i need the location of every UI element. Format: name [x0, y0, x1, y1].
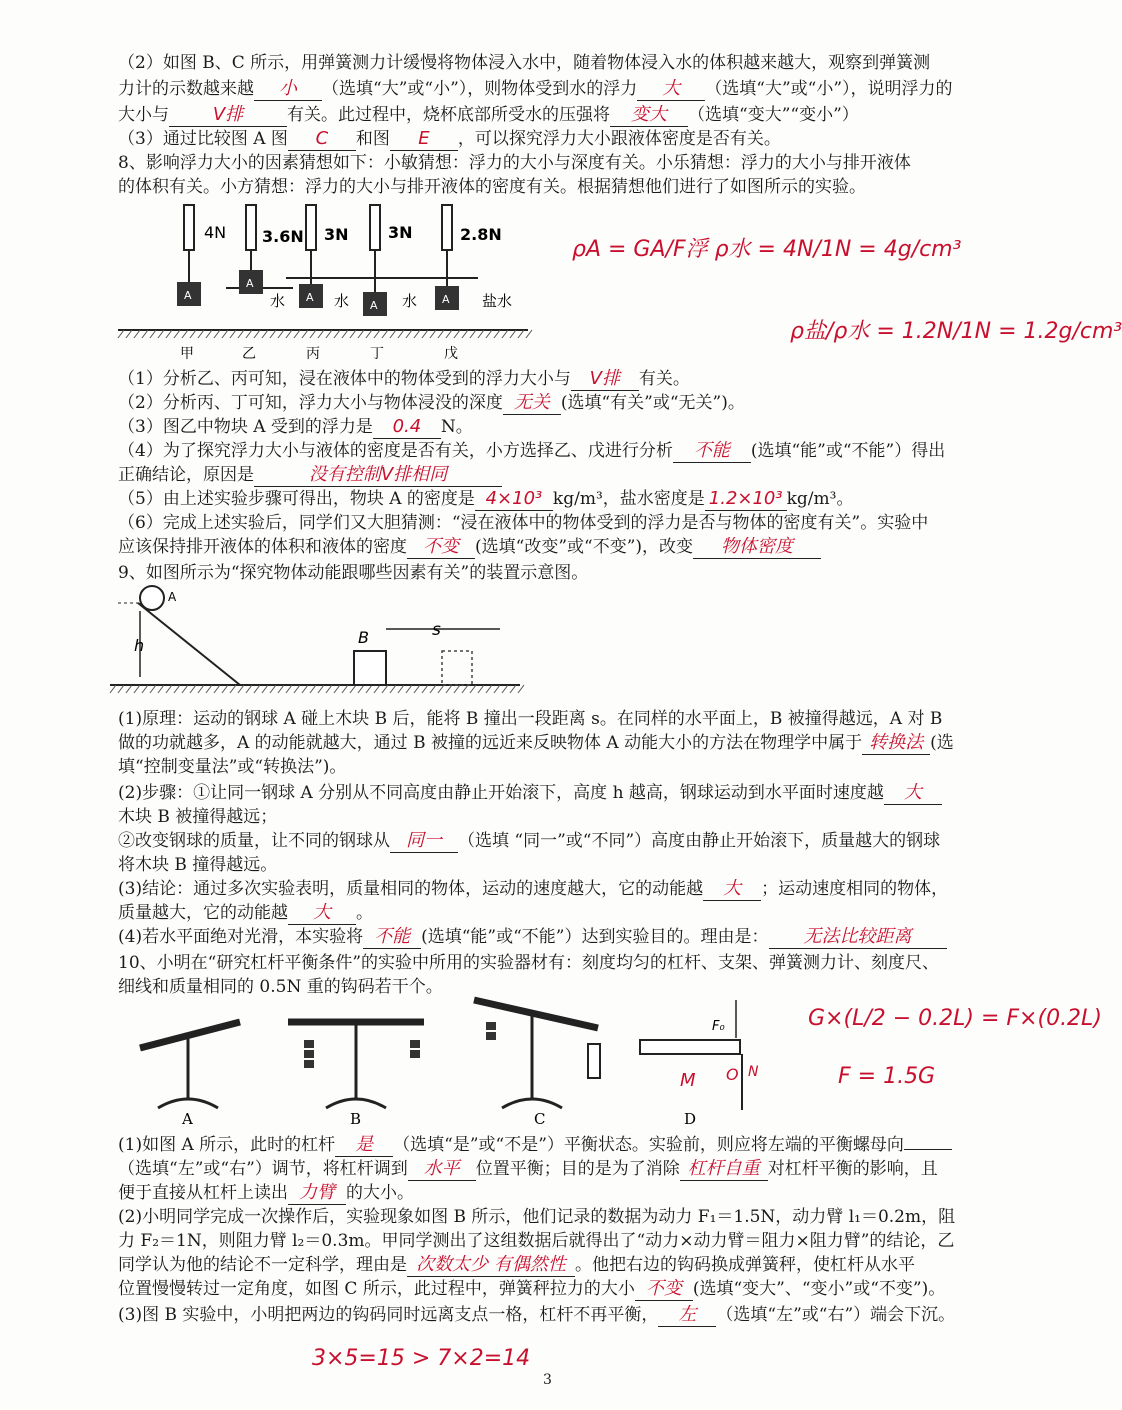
- hatch-line: [230, 330, 236, 338]
- hatch-line: [302, 685, 308, 693]
- hatch-line: [334, 685, 340, 693]
- answer-q10-3: 左: [678, 1304, 697, 1325]
- hatch-line: [182, 330, 188, 338]
- hatch-line: [270, 330, 276, 338]
- answer-q7-larger: 大: [662, 78, 681, 99]
- liquid-wu: 盐水: [482, 292, 513, 310]
- hatch-line: [414, 330, 420, 338]
- hatch-line: [510, 330, 516, 338]
- label-n: N: [748, 1064, 759, 1080]
- lever-c: [474, 1000, 600, 1128]
- answer-q10-2a: 次数太少 有偶然性: [416, 1254, 566, 1275]
- hatch-line: [118, 685, 124, 693]
- hatch-line: [198, 685, 204, 693]
- hatch-line: [374, 330, 380, 338]
- hatch-line: [406, 685, 412, 693]
- hatch-line: [118, 330, 124, 338]
- q8-intro-line2: 的体积有关。小方猜想：浮力的大小与排开液体的密度有关。根据猜想他们进行了如图所示的实验。: [118, 177, 866, 197]
- answer-q8-4a: 不能: [693, 440, 730, 461]
- q10-p2-line4: 位置慢慢转过一定角度，如图 C 所示，此过程中，弹簧秤拉力的大小 不变 (选填“变大”、“变小”或“不变”)。: [118, 1278, 946, 1299]
- hatch-line: [262, 330, 268, 338]
- hatch-line: [326, 685, 332, 693]
- answer-q8-6a: 不变: [423, 536, 459, 557]
- hatch-line: [390, 330, 396, 338]
- q9-p2-line2: 木块 B 被撞得越远；: [118, 807, 278, 827]
- hatch-line: [350, 330, 356, 338]
- hatch-line: [182, 685, 188, 693]
- svg-text:A: A: [442, 293, 450, 306]
- liquid-ding: 水: [402, 292, 418, 310]
- answer-q10-1c: 杠杆自重: [687, 1158, 760, 1179]
- hatch-line: [190, 330, 196, 338]
- q9-p1-line3: 填“控制变量法”或“转换法”)。: [118, 757, 347, 777]
- q8-q4-line2: 正确结论，原因是 没有控制V排相同: [118, 464, 502, 487]
- ball-label: A: [168, 590, 177, 604]
- q10-p2-line3: 同学认为他的结论不一定科学，理由是 次数太少 有偶然性 。他把右边的钩码换成弹簧秤，使杠杆从水平: [118, 1254, 915, 1275]
- handwritten-force-result: F = 1.5G: [838, 1064, 936, 1089]
- hatch-line: [454, 330, 460, 338]
- q10-p1-line1: (1)如图 A 所示，此时的杠杆 是 （选填“是”或“不是”）平衡状态。实验前，则应将左端的平衡螺母向: [118, 1134, 952, 1157]
- hatch-line: [478, 685, 484, 693]
- reading-bing: 3N: [324, 225, 349, 244]
- hatch-line: [254, 330, 260, 338]
- hatch-line: [462, 685, 468, 693]
- q10-intro-line1: 10、小明在“研究杠杆平衡条件”的实验中所用的实验器材有：刻度均匀的杠杆、支架、弹簧测力计、刻度尺、: [118, 953, 940, 973]
- reading-jia: 4N: [204, 223, 227, 242]
- q9-intro: 9、如图所示为“探究物体动能跟哪些因素有关”的装置示意图。: [118, 563, 589, 583]
- reading-wu: 2.8N: [460, 225, 502, 244]
- hatch-line: [334, 330, 340, 338]
- distance-label: s: [432, 620, 441, 640]
- block-b-label: B: [358, 628, 369, 647]
- answer-q8-5b: 1.2×10³: [708, 488, 783, 509]
- hatch-line: [150, 685, 156, 693]
- hatch-line: [382, 685, 388, 693]
- ramp: [138, 603, 240, 685]
- answer-q9-4b: 无法比较距离: [803, 926, 912, 947]
- hatch-line: [358, 685, 364, 693]
- hatch-line: [350, 685, 356, 693]
- hatch-line: [134, 685, 140, 693]
- liquid-yi: 水: [270, 292, 286, 310]
- reading-yi: 3.6N: [262, 227, 304, 246]
- hatch-line: [518, 685, 524, 693]
- hatch-line: [390, 685, 396, 693]
- hatch-line: [294, 685, 300, 693]
- answer-q8-5a: 4×10³: [485, 488, 543, 509]
- hatch-line: [494, 330, 500, 338]
- svg-text:A: A: [306, 291, 314, 304]
- hatch-line: [326, 330, 332, 338]
- hatch-line: [150, 330, 156, 338]
- label-bing: 丙: [306, 346, 320, 362]
- hatch-line: [246, 685, 252, 693]
- q10-p1-line2: （选填“左”或“右”）调节，将杠杆调到 水平 位置平衡；目的是为了消除 杠杆自重 对杠杆平衡的影响，且: [118, 1158, 938, 1179]
- hatch-line: [526, 330, 532, 338]
- hatch-line: [214, 685, 220, 693]
- q9-p2-line4: 将木块 B 撞得越远。: [118, 855, 278, 875]
- hatch-line: [126, 330, 132, 338]
- hatch-line: [230, 685, 236, 693]
- hatch-line: [486, 685, 492, 693]
- answer-q10-1a: 是: [355, 1134, 374, 1155]
- q8-q1: （1）分析乙、丙可知，浸在液体中的物体受到的浮力大小与 V排 有关。: [118, 368, 690, 389]
- q8-q5: （5）由上述实验步骤可得出，物块 A 的密度是 4×10³ kg/m³，盐水密度是 1.2×10³ kg/m³。: [118, 488, 854, 509]
- lever-a: [140, 1022, 240, 1128]
- hatch-line: [238, 330, 244, 338]
- hatch-line: [174, 330, 180, 338]
- label-ding: 丁: [370, 346, 384, 362]
- q9-p1-line1: (1)原理：运动的钢球 A 碰上木块 B 后，能将 B 撞出一段距离 s。在同样的水平面上，B 被撞得越远，A 对 B: [118, 709, 943, 729]
- label-yi: 乙: [242, 346, 256, 362]
- q10-p2-line2: 力 F₂＝1N，则阻力臂 l₂＝0.3m。甲同学测出了这组数据后就得出了“动力×动力臂＝阻力×阻力臂”的结论，乙: [118, 1231, 955, 1251]
- answer-q8-4b: 没有控制V排相同: [308, 464, 448, 485]
- hatch-line: [342, 685, 348, 693]
- label-wu: 戊: [444, 346, 458, 362]
- q10-p2-line1: (2)小明同学完成一次操作后，实验现象如图 B 所示，他们记录的数据为动力 F₁＝1.5N，动力臂 l₁＝0.2m，阻: [118, 1207, 956, 1227]
- hatch-line: [198, 330, 204, 338]
- hatch-line: [502, 685, 508, 693]
- q9-p3-line2: 质量越大，它的动能越 大 。: [118, 902, 373, 923]
- reading-ding: 3N: [388, 223, 413, 242]
- answer-q7-e: E: [418, 128, 430, 149]
- hatch-line: [158, 685, 164, 693]
- q7-part3: （3）通过比较图 A 图 C 和图 E ，可以探究浮力大小跟液体密度是否有关。: [118, 128, 781, 149]
- q9-p3-line1: (3)结论：通过多次实验表明，质量相同的物体，运动的速度越大，它的动能越 大 ；运动速度相同的物体，: [118, 878, 949, 899]
- hatch-line: [462, 330, 468, 338]
- spring-scale-wu: [414, 205, 478, 310]
- hatch-line: [166, 685, 172, 693]
- hatch-line: [430, 330, 436, 338]
- hatch-line: [278, 330, 284, 338]
- q10-lever-figure: [140, 1000, 780, 1130]
- q10-p3: (3)图 B 实验中，小明把两边的钩码同时远离支点一格，杠杆不再平衡， 左 （选填“左”或“右”）端会下沉。: [118, 1304, 956, 1325]
- hatch-line: [262, 685, 268, 693]
- answer-q8-3: 0.4: [392, 416, 422, 437]
- q7-part2-line2: 力计的示数越来越 小 （选填“大”或“小”），则物体受到水的浮力 大 （选填“大”或“小”），说明浮力的: [118, 78, 953, 99]
- hatch-line: [286, 685, 292, 693]
- q7-part2-line3: 大小与 V排 有关。此过程中，烧杯底部所受水的压强将 变大 （选填“变大”“变小”）: [118, 104, 859, 125]
- hatch-line: [382, 330, 388, 338]
- handwritten-density-salt: ρ盐/ρ水 = 1.2N/1N = 1.2g/cm³: [790, 319, 1122, 344]
- force-label: F₀: [712, 1019, 725, 1034]
- hatch-line: [358, 330, 364, 338]
- height-label: h: [134, 636, 145, 655]
- answer-q9-4a: 不能: [374, 926, 411, 947]
- answer-q9-3b: 大: [313, 902, 331, 923]
- q9-p2-line1: (2)步骤：①让同一钢球 A 分别从不同高度由静止开始滚下，高度 h 越高，钢球运动到水平面时速度越 大: [118, 782, 942, 805]
- q10-p1-line3: 便于直接从杠杆上读出 力臂 的大小。: [118, 1182, 414, 1203]
- q8-buoyancy-figure: [118, 200, 538, 365]
- hatch-line: [374, 685, 380, 693]
- hatch-line: [510, 685, 516, 693]
- hatch-line: [214, 330, 220, 338]
- hatch-line: [270, 685, 276, 693]
- q9-p1-line2: 做的功就越多，A 的动能就越大，通过 B 被撞的远近来反映物体 A 动能大小的方法在物理学中属于 转换法 (选: [118, 732, 954, 753]
- hatch-line: [414, 685, 420, 693]
- label-a: A: [182, 1110, 193, 1128]
- label-d: D: [684, 1110, 697, 1128]
- answer-q10-1b: 水平: [423, 1158, 460, 1179]
- hatch-line: [246, 330, 252, 338]
- hatch-line: [190, 685, 196, 693]
- hatch-line: [310, 330, 316, 338]
- hatch-line: [438, 330, 444, 338]
- hatch-line: [302, 330, 308, 338]
- hatch-line: [318, 685, 324, 693]
- q8-intro-line1: 8、影响浮力大小的因素猜想如下：小敏猜想：浮力的大小与深度有关。小乐猜想：浮力的大小与排开液体: [118, 153, 911, 173]
- hatch-line: [486, 330, 492, 338]
- hatch-line: [366, 330, 372, 338]
- hatch-line: [206, 685, 212, 693]
- hatch-line: [422, 330, 428, 338]
- q9-p2-line3: ②改变钢球的质量，让不同的钢球从 同一 （选填 “同一”或“不同”）高度由静止开始滚下，质量越大的钢球: [118, 830, 941, 851]
- hatch-line: [318, 330, 324, 338]
- hatch-line: [166, 330, 172, 338]
- label-b: B: [350, 1110, 362, 1128]
- block-b: [354, 651, 386, 685]
- hatch-line: [398, 685, 404, 693]
- hatch-line: [278, 685, 284, 693]
- hatch-line: [134, 330, 140, 338]
- handwritten-moment-eq: G×(L/2 − 0.2L) = F×(0.2L): [808, 1006, 1102, 1031]
- hatch-line: [174, 685, 180, 693]
- hatch-line: [110, 685, 116, 693]
- q8-q4-line1: （4）为了探究浮力大小与液体的密度是否有关，小方选择乙、戊进行分析 不能 (选填“能”或“不能”）得出: [118, 440, 946, 461]
- hatch-line: [518, 330, 524, 338]
- answer-q8-2: 无关: [513, 392, 550, 413]
- answer-q9-3a: 大: [723, 878, 742, 899]
- q9-p4: (4)若水平面绝对光滑，本实验将 不能 (选填“能”或“不能”）达到实验目的。理由是： 无法比较距离: [118, 926, 947, 949]
- hatch-line: [142, 685, 148, 693]
- hatch-line: [470, 685, 476, 693]
- hatch-line: [206, 330, 212, 338]
- answer-q8-1: V排: [589, 368, 620, 389]
- answer-q10-2b: 不变: [645, 1278, 682, 1299]
- hatch-line: [254, 685, 260, 693]
- q8-q6-line1: （6）完成上述实验后，同学们又大胆猜测：“浸在液体中的物体受到的浮力是否与物体的密度有关”。实验中: [118, 513, 929, 533]
- hatch-line: [494, 685, 500, 693]
- page-number: 3: [543, 1372, 552, 1388]
- hatch-line: [158, 330, 164, 338]
- ball-a: [140, 586, 164, 610]
- answer-q7-vpai: V排: [212, 104, 244, 125]
- lever-b: [288, 1022, 424, 1128]
- answer-q7-smaller: 小: [279, 78, 297, 99]
- hatch-line: [310, 685, 316, 693]
- liquid-bing: 水: [334, 292, 350, 310]
- hatch-line: [446, 685, 452, 693]
- hatch-line: [238, 685, 244, 693]
- q8-q2: （2）分析丙、丁可知，浮力大小与物体浸没的深度 无关 (选填“有关”或“无关”)。: [118, 392, 745, 413]
- lever-d: [640, 1000, 759, 1128]
- hatch-line: [470, 330, 476, 338]
- hatch-line: [294, 330, 300, 338]
- label-o: O: [726, 1065, 739, 1084]
- hatch-line: [366, 685, 372, 693]
- answer-q7-c: C: [315, 128, 329, 149]
- hatch-line: [342, 330, 348, 338]
- answer-q9-2a: 大: [903, 782, 922, 803]
- hatch-line: [406, 330, 412, 338]
- q10-intro-line2: 细线和质量相同的 0.5N 重的钩码若干个。: [118, 977, 443, 997]
- svg-text:A: A: [184, 289, 192, 302]
- spring-scale-jia: [177, 205, 201, 306]
- label-c: C: [534, 1110, 546, 1128]
- hatch-line: [446, 330, 452, 338]
- answer-q9-1: 转换法: [869, 732, 924, 753]
- answer-q9-2b: 同一: [406, 830, 442, 851]
- block-b-moved: [442, 651, 472, 685]
- answer-q10-1d: 力臂: [299, 1182, 335, 1203]
- hatch-line: [142, 330, 148, 338]
- q8-q3: （3）图乙中物块 A 受到的浮力是 0.4 N。: [118, 416, 473, 437]
- handwritten-density-a: ρA = GA/F浮 ρ水 = 4N/1N = 4g/cm³: [572, 237, 962, 262]
- hatch-line: [422, 685, 428, 693]
- hatch-line: [126, 685, 132, 693]
- ground-hatch: [118, 330, 532, 338]
- q9-kinetic-energy-figure: [110, 585, 530, 697]
- hatch-line: [438, 685, 444, 693]
- hatch-line: [478, 330, 484, 338]
- hatch-line: [222, 685, 228, 693]
- answer-q8-6b: 物体密度: [721, 536, 794, 557]
- hatch-line: [430, 685, 436, 693]
- svg-text:A: A: [246, 277, 254, 290]
- label-jia: 甲: [180, 346, 194, 362]
- svg-text:A: A: [370, 299, 378, 312]
- q8-q6-line2: 应该保持排开液体的体积和液体的密度 不变 (选填“改变”或“不变”)，改变 物体密度: [118, 536, 821, 559]
- hatch-line: [454, 685, 460, 693]
- label-m: M: [680, 1070, 696, 1091]
- handwritten-bottom-calc: 3×5=15 > 7×2=14: [312, 1346, 531, 1371]
- hatch-line: [502, 330, 508, 338]
- hatch-line: [398, 330, 404, 338]
- hatch-line: [222, 330, 228, 338]
- q7-part2-line1: （2）如图 B、C 所示，用弹簧测力计缓慢将物体浸入水中，随着物体浸入水的体积越来越大，观察到弹簧测: [118, 53, 931, 73]
- spring-scale-yi: [226, 205, 293, 294]
- answer-q7-pressure: 变大: [631, 104, 667, 125]
- hatch-line: [286, 330, 292, 338]
